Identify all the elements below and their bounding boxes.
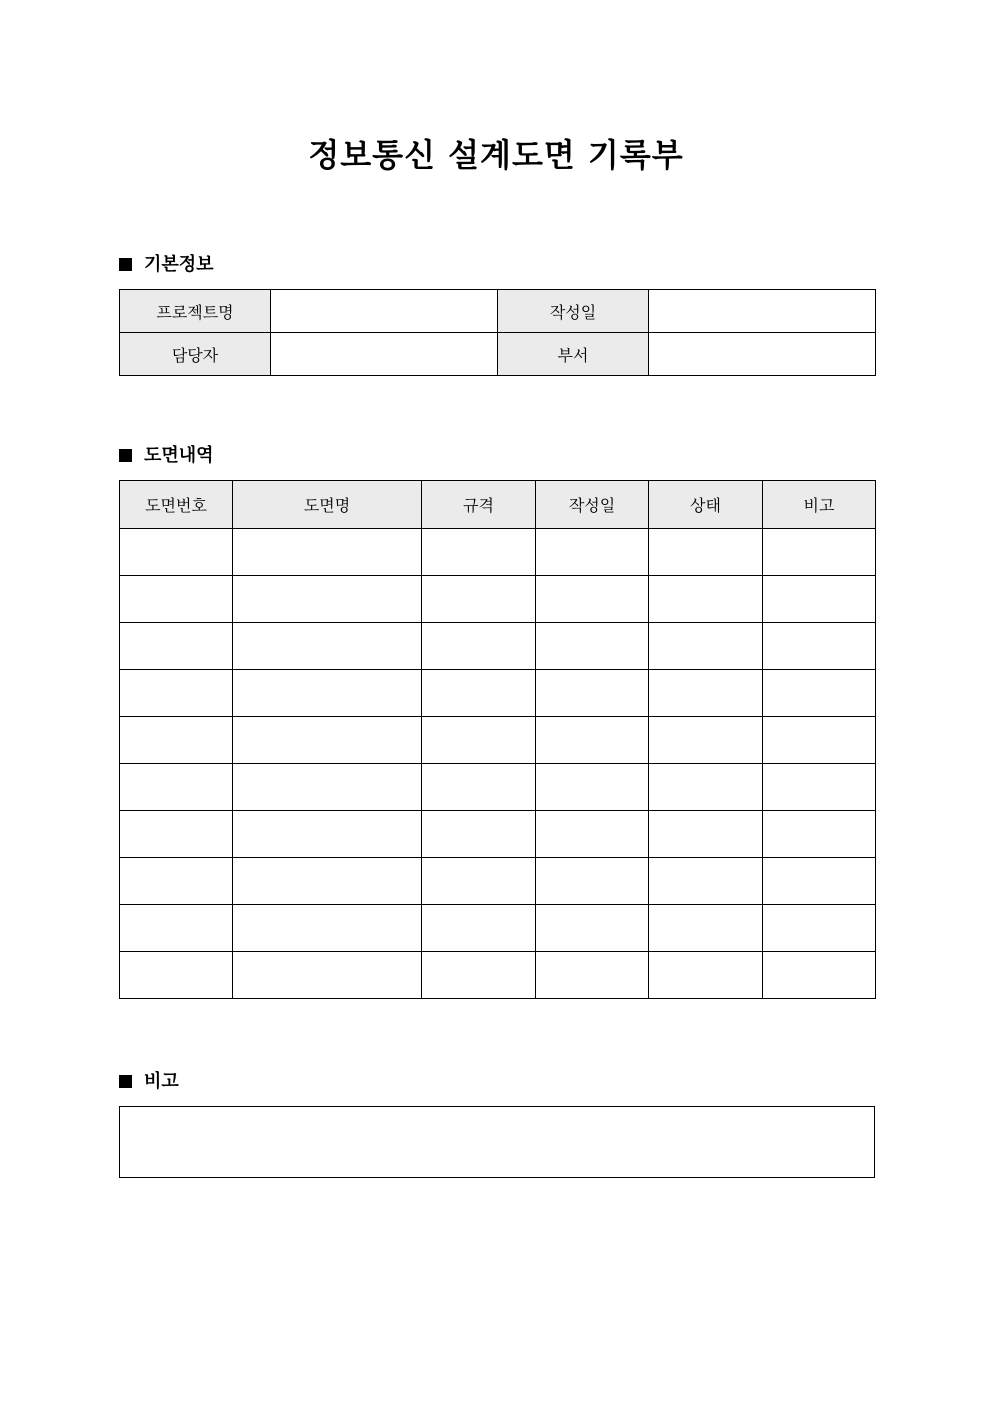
table-cell[interactable] [649,670,763,717]
table-cell[interactable] [763,717,876,764]
table-row [120,529,876,576]
table-cell[interactable] [120,576,233,623]
table-cell[interactable] [422,858,536,905]
table-cell[interactable] [649,905,763,952]
section-heading-label: 기본정보 [144,254,214,275]
table-cell[interactable] [120,905,233,952]
table-cell[interactable] [536,623,649,670]
table-row [120,952,876,999]
table-cell[interactable] [120,623,233,670]
table-row [120,670,876,717]
table-cell[interactable] [536,811,649,858]
table-cell[interactable] [422,623,536,670]
table-cell[interactable] [763,623,876,670]
manager-label: 담당자 [120,333,271,376]
table-cell[interactable] [120,764,233,811]
table-cell[interactable] [649,858,763,905]
table-header-row [120,481,876,529]
table-cell[interactable] [120,858,233,905]
table-cell[interactable] [763,905,876,952]
column-header-drawing-number: 도면번호 [120,481,233,529]
section-heading-remarks [119,1071,179,1093]
table-cell[interactable] [649,529,763,576]
table-cell[interactable] [422,717,536,764]
table-cell[interactable] [763,670,876,717]
table-cell[interactable] [233,717,422,764]
table-row [120,764,876,811]
table-cell[interactable] [536,576,649,623]
created-date-field[interactable] [649,290,876,333]
table-cell[interactable] [233,670,422,717]
table-row [120,717,876,764]
table-cell[interactable] [763,529,876,576]
section-heading-drawings [119,445,214,467]
column-header-remarks: 비고 [763,481,876,529]
document-title: 정보통신 설계도면 기록부 [308,136,684,174]
table-cell[interactable] [763,764,876,811]
table-cell[interactable] [120,529,233,576]
table-cell[interactable] [233,858,422,905]
column-header-drawing-name: 도면명 [233,481,422,529]
table-cell[interactable] [422,764,536,811]
table-cell[interactable] [233,623,422,670]
drawing-list-table [119,480,876,999]
table-cell[interactable] [763,811,876,858]
created-date-label: 작성일 [498,290,649,333]
column-header-status: 상태 [649,481,763,529]
table-cell[interactable] [536,717,649,764]
table-cell[interactable] [233,811,422,858]
column-header-created-date: 작성일 [536,481,649,529]
table-cell[interactable] [649,623,763,670]
table-cell[interactable] [422,811,536,858]
table-cell[interactable] [120,717,233,764]
table-cell[interactable] [536,905,649,952]
department-field[interactable] [649,333,876,376]
square-bullet-icon [119,1075,132,1088]
table-row [120,623,876,670]
table-cell[interactable] [233,576,422,623]
table-row [120,858,876,905]
table-row [120,811,876,858]
table-row [120,576,876,623]
project-name-field[interactable] [271,290,498,333]
remarks-box[interactable] [119,1106,875,1178]
table-cell[interactable] [536,952,649,999]
table-row [120,905,876,952]
table-cell[interactable] [536,670,649,717]
table-cell[interactable] [649,952,763,999]
column-header-spec: 규격 [422,481,536,529]
table-cell[interactable] [649,811,763,858]
table-cell[interactable] [233,905,422,952]
square-bullet-icon [119,258,132,271]
table-cell[interactable] [536,764,649,811]
section-heading-label: 비고 [144,1071,179,1092]
table-cell[interactable] [233,952,422,999]
table-cell[interactable] [536,858,649,905]
manager-field[interactable] [271,333,498,376]
table-row [120,290,876,333]
table-cell[interactable] [120,811,233,858]
table-cell[interactable] [233,529,422,576]
section-heading-basic-info [119,254,214,276]
table-cell[interactable] [649,576,763,623]
table-cell[interactable] [422,529,536,576]
table-cell[interactable] [763,952,876,999]
table-cell[interactable] [422,576,536,623]
department-label: 부서 [498,333,649,376]
table-cell[interactable] [763,858,876,905]
table-cell[interactable] [233,764,422,811]
table-cell[interactable] [422,670,536,717]
project-name-label: 프로젝트명 [120,290,271,333]
table-cell[interactable] [422,905,536,952]
table-cell[interactable] [649,764,763,811]
table-cell[interactable] [763,576,876,623]
table-row [120,333,876,376]
table-cell[interactable] [649,717,763,764]
section-heading-label: 도면내역 [144,445,214,466]
table-cell[interactable] [120,670,233,717]
table-cell[interactable] [422,952,536,999]
table-cell[interactable] [120,952,233,999]
basic-info-table [119,289,876,376]
square-bullet-icon [119,449,132,462]
table-cell[interactable] [536,529,649,576]
